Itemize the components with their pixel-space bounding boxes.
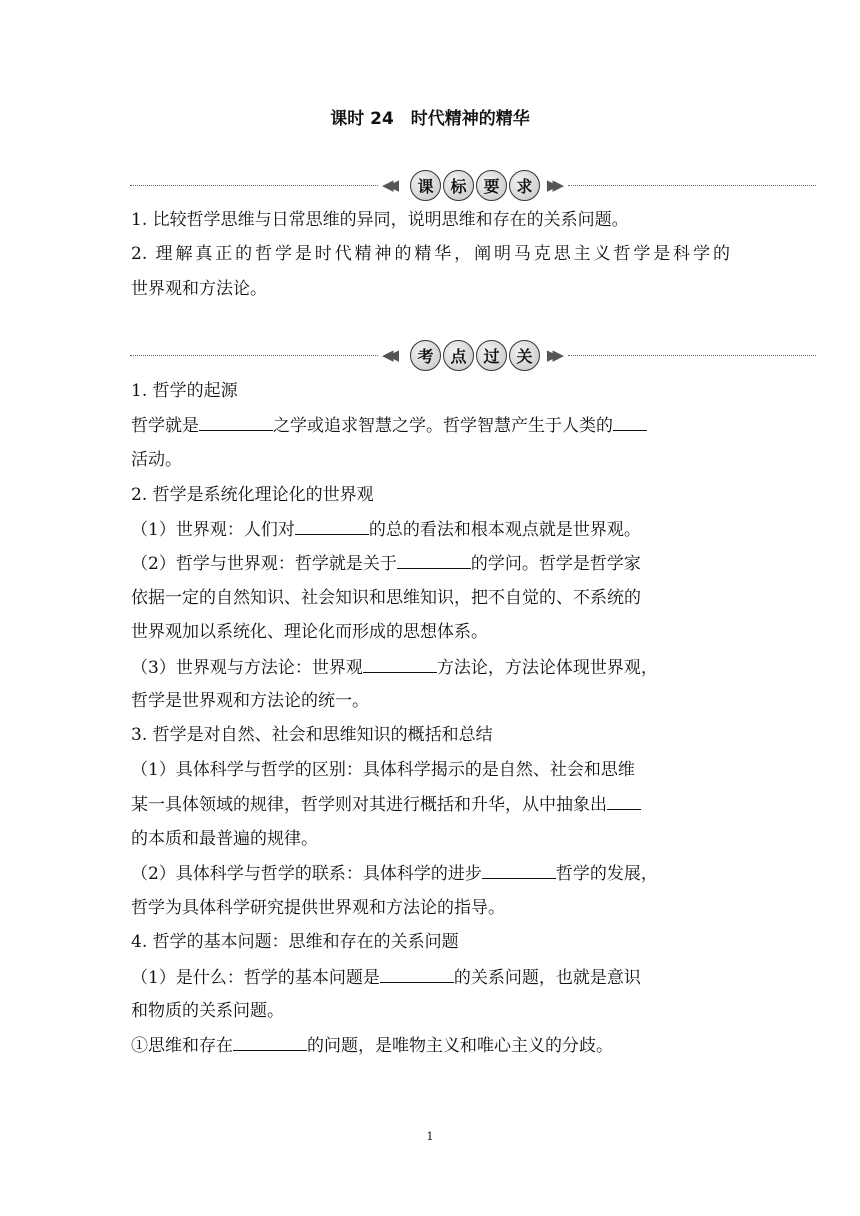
fill-blank xyxy=(482,862,556,879)
heading-4: 4. 哲学的基本问题：思维和存在的关系问题 xyxy=(131,932,459,952)
text: （2）具体科学与哲学的联系：具体科学的进步 xyxy=(131,864,482,884)
text: （1）是什么：哲学的基本问题是 xyxy=(131,968,380,988)
heading-2: 2. 哲学是系统化理论化的世界观 xyxy=(131,485,374,505)
heading-3: 3. 哲学是对自然、社会和思维知识的概括和总结 xyxy=(131,725,493,745)
fill-blank xyxy=(397,552,471,569)
paragraph-line: 的本质和最普遍的规律。 xyxy=(131,829,318,849)
section-header-key-points xyxy=(130,339,816,373)
fill-blank xyxy=(613,414,647,431)
divider-right xyxy=(568,185,816,186)
section-banner xyxy=(382,339,564,373)
text: （3）世界观与方法论：世界观 xyxy=(131,658,363,678)
text: 哲学就是 xyxy=(131,416,199,436)
paragraph-line xyxy=(131,1034,613,1057)
fill-blank xyxy=(607,793,641,810)
text: （1）世界观：人们对 xyxy=(131,520,295,540)
text: 的学问。哲学是哲学家 xyxy=(470,554,641,574)
banner-char: 考 xyxy=(410,340,441,371)
fill-blank xyxy=(363,656,437,673)
fill-blank xyxy=(295,518,369,535)
text: 的关系问题，也就是意识 xyxy=(453,968,641,988)
banner-char: 求 xyxy=(509,170,540,201)
divider-left xyxy=(130,355,378,356)
divider-right xyxy=(568,355,816,356)
paragraph-line xyxy=(131,793,641,816)
fill-blank xyxy=(233,1034,307,1051)
heading-1: 1. 哲学的起源 xyxy=(131,381,238,401)
paragraph-line xyxy=(131,518,641,541)
banner-char: 要 xyxy=(476,170,507,201)
text: ①思维和存在 xyxy=(131,1036,233,1056)
page-title: 课时 24 时代精神的精华 xyxy=(330,109,530,129)
banner-char: 过 xyxy=(476,340,507,371)
paragraph-line: 哲学为具体科学研究提供世界观和方法论的指导。 xyxy=(131,898,505,918)
text: 哲学的发展， xyxy=(555,864,658,884)
text: 之学或追求智慧之学。哲学智慧产生于人类的 xyxy=(273,416,613,436)
text: （2）哲学与世界观：哲学就是关于 xyxy=(131,554,397,574)
paragraph-line xyxy=(131,862,658,885)
fill-blank xyxy=(380,966,454,983)
divider-left xyxy=(130,185,378,186)
banner-char: 关 xyxy=(509,340,540,371)
paragraph-line xyxy=(131,656,658,679)
paragraph-line: 依据一定的自然知识、社会知识和思维知识，把不自觉的、不系统的 xyxy=(131,588,641,608)
banner-char: 标 xyxy=(443,170,474,201)
banner-char: 课 xyxy=(410,170,441,201)
requirement-2-cont: 世界观和方法论。 xyxy=(131,279,267,299)
requirement-1: 1. 比较哲学思维与日常思维的异同，说明思维和存在的关系问题。 xyxy=(131,210,629,230)
paragraph-line: 世界观加以系统化、理论化而形成的思想体系。 xyxy=(131,622,488,642)
banner-char: 点 xyxy=(443,340,474,371)
section-banner xyxy=(382,169,564,203)
text: 的总的看法和根本观点就是世界观。 xyxy=(368,520,641,540)
requirement-2: 2. 理解真正的哲学是时代精神的精华，阐明马克思主义哲学是科学的 xyxy=(131,244,730,264)
paragraph-line: （1）具体科学与哲学的区别：具体科学揭示的是自然、社会和思维 xyxy=(131,760,635,780)
section-header-curriculum xyxy=(130,169,816,203)
paragraph-line: 活动。 xyxy=(131,450,182,470)
fill-blank xyxy=(199,414,273,431)
paragraph-line xyxy=(131,552,641,575)
text: 的问题，是唯物主义和唯心主义的分歧。 xyxy=(307,1036,613,1056)
double-arrow-right-icon: ▶▶ xyxy=(546,346,558,364)
page-number: 1 xyxy=(426,1130,434,1143)
double-arrow-left-icon: ◀◀ xyxy=(382,176,394,194)
text: 方法论，方法论体现世界观， xyxy=(436,658,658,678)
paragraph-line: 和物质的关系问题。 xyxy=(131,1001,284,1021)
double-arrow-left-icon: ◀◀ xyxy=(382,346,394,364)
text: 某一具体领域的规律，哲学则对其进行概括和升华，从中抽象出 xyxy=(131,795,607,815)
double-arrow-right-icon: ▶▶ xyxy=(546,176,558,194)
paragraph-line: 哲学是世界观和方法论的统一。 xyxy=(131,691,369,711)
paragraph-line xyxy=(131,414,647,437)
paragraph-line xyxy=(131,966,641,989)
